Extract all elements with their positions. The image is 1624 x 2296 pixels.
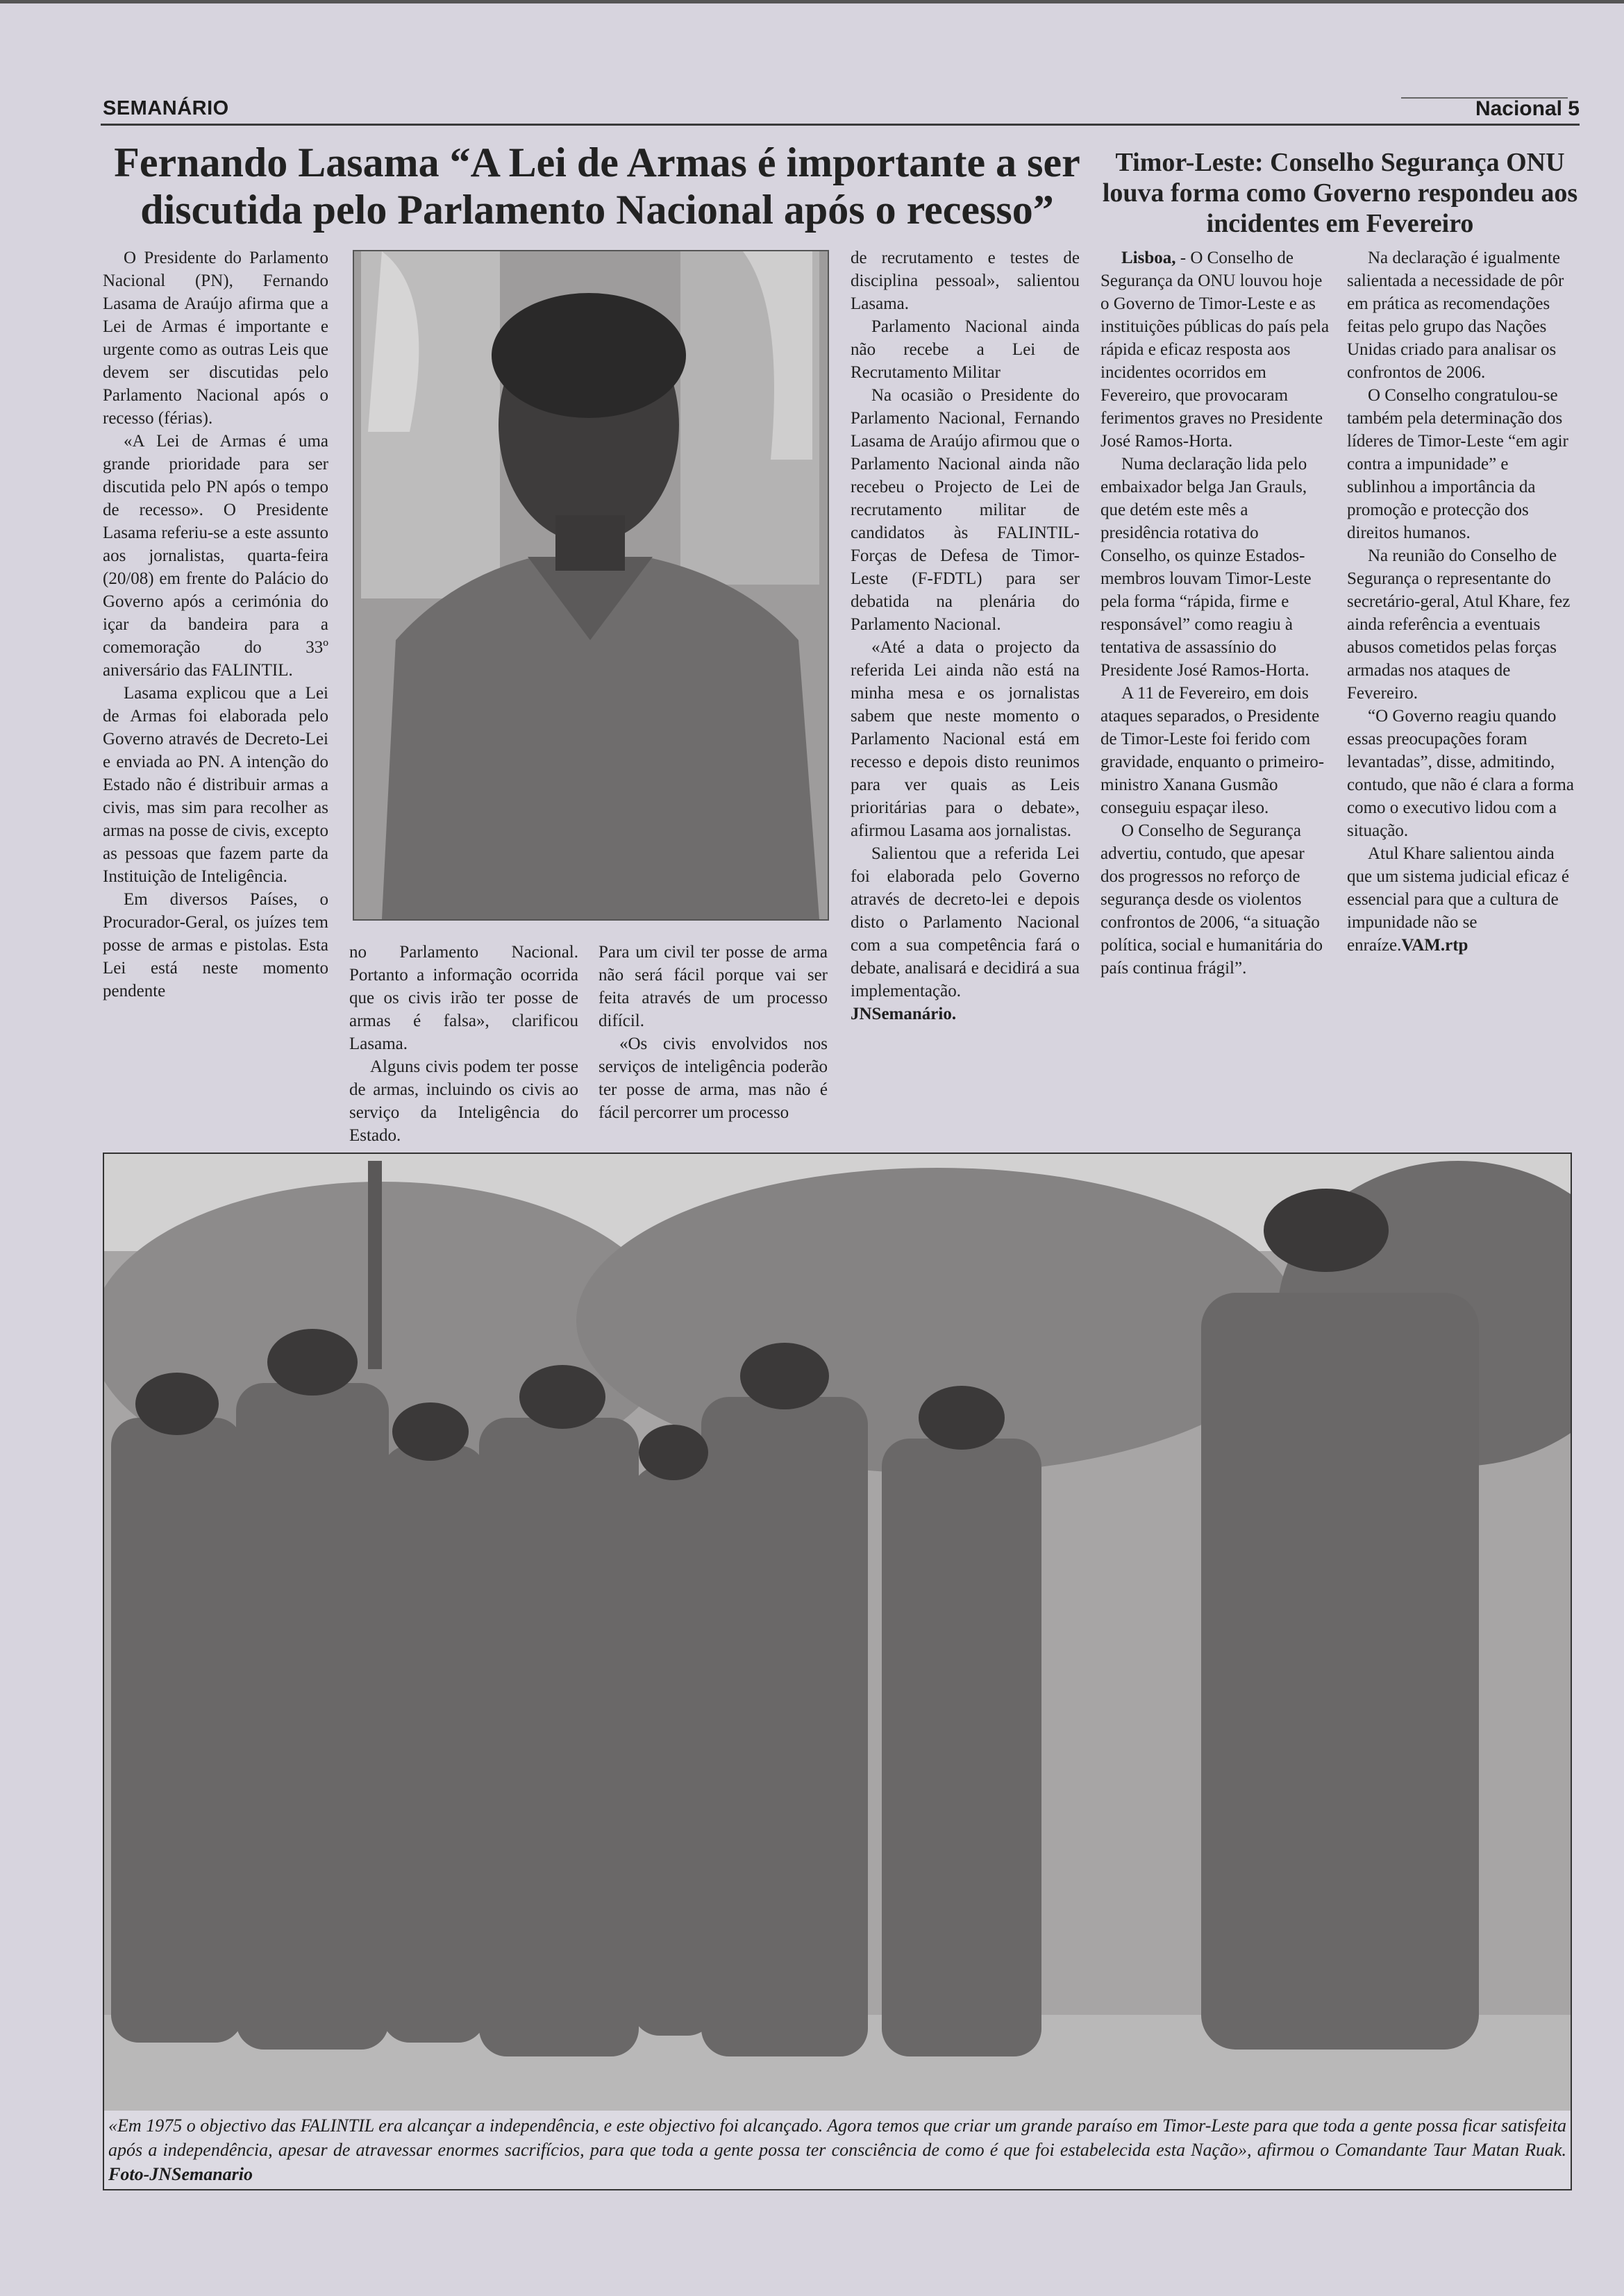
paragraph: Parlamento Nacional ainda não recebe a Lei de Recrutamento Militar: [851, 317, 1080, 382]
side-headline: Timor-Leste: Conselho Segurança ONU louva forma como Governo respondeu aos incidentes em Fevereiro: [1102, 148, 1578, 238]
main-article-column-3: [598, 941, 828, 1124]
header-rule: [101, 124, 1580, 126]
main-article-column-4: [851, 246, 1080, 1025]
dateline: Lisboa,: [1121, 249, 1176, 267]
paragraph: - O Conselho de Segurança da ONU louvou hoje o Governo de Timor-Leste e as instituições públicas do país pela rápida e eficaz resposta aos incidentes ocorridos em Fevereiro, que provocaram ferimentos graves no Presidente José Ramos-Horta.: [1100, 249, 1330, 451]
photo-caption: [103, 2111, 1572, 2190]
paragraph: Para um civil ter posse de arma não será fácil porque vai ser feita através de um processo difícil.: [598, 943, 828, 1030]
paragraph: Lasama explicou que a Lei de Armas foi elaborada pelo Governo através de Decreto-Lei e enviada ao PN. A intenção do Estado não é distribuir armas a civis, mas sim para recolher as armas na posse de civis, excepto as pessoas que fazem parte da Instituição de Inteligência.: [103, 684, 328, 886]
paragraph: Salientou que a referida Lei foi elaborada pelo Governo através de decreto-lei e depois disto o Parlamento Nacional com a sua competência fará o debate, analisará e decidirá a sua implementação.: [851, 844, 1080, 1000]
paragraph: «A Lei de Armas é uma grande prioridade para ser discutida pelo PN após o tempo de recesso». O Presidente Lasama referiu-se a este assunto aos jornalistas, quarta-feira (20/08) em frente do Palácio do Governo após a cerimónia do içar da bandeira para a comemoração do 33º aniversário das FALINTIL.: [103, 432, 328, 680]
soldiers-parade-photo: [103, 1153, 1572, 2112]
main-article-column-2: [349, 941, 578, 1147]
main-article-column-1: [103, 246, 328, 1003]
side-article-column-1: [1100, 246, 1330, 980]
paragraph: Numa declaração lida pelo embaixador belga Jan Grauls, que detém este mês a presidência rotativa do Conselho, os quinze Estados-membros louvam Timor-Leste pela forma “rápida, firme e responsável” como reagiu à tentativa de assassínio do Presidente José Ramos-Horta.: [1100, 455, 1312, 680]
byline: JNSemanário.: [851, 1005, 957, 1023]
paragraph: O Conselho congratulou-se também pela determinação dos líderes de Timor-Leste “em agir contra a impunidade” e sublinhou a importância da promoção e protecção dos direitos humanos.: [1347, 386, 1568, 542]
main-headline: Fernando Lasama “A Lei de Armas é importante a ser discutida pelo Parlamento Nacional após o recesso”: [114, 140, 1080, 233]
paragraph: O Conselho de Segurança advertiu, contudo, que apesar dos progressos no reforço de segurança desde os violentos confrontos de 2006, “a situação política, social e humanitária do país continua frágil”.: [1100, 821, 1323, 978]
paragraph: «Até a data o projecto da referida Lei ainda não está na minha mesa e os jornalistas sabem que neste momento o Parlamento Nacional está em recesso e depois disto reunimos para ver quais as Leis prioritárias para o debate», afirmou Lasama aos jornalistas.: [851, 638, 1080, 840]
section-name: SEMANÁRIO: [103, 97, 229, 119]
page-label: Nacional 5: [1475, 97, 1580, 120]
paragraph: Na reunião do Conselho de Segurança o representante do secretário-geral, Atul Khare, fez ainda referência a eventuais abusos cometidos pelas forças armadas nos ataques de Fevereiro.: [1347, 546, 1571, 703]
paragraph: O Presidente do Parlamento Nacional (PN), Fernando Lasama de Araújo afirma que a Lei de Armas é importante e urgente como as outras Leis que devem ser discutidas pelo Parlamento Nacional após o recesso (férias).: [103, 249, 328, 428]
paragraph: A 11 de Fevereiro, em dois ataques separados, o Presidente de Timor-Leste foi ferido com gravidade, enquanto o primeiro-ministro Xanana Gusmão conseguiu espaçar ileso.: [1100, 684, 1325, 817]
paragraph: Atul Khare salientou ainda que um sistema judicial eficaz é essencial para que a cultura de impunidade não se enraíze.: [1347, 844, 1570, 955]
paragraph: Na ocasião o Presidente do Parlamento Nacional, Fernando Lasama de Araújo afirmou que o Parlamento Nacional ainda não recebeu o Projecto de Lei de recrutamento militar de candidatos às FALINTIL- Forças de Defesa de Timor-Leste (F-FDTL) para ser debatida na plenária do Parlamento Nacional.: [851, 386, 1080, 634]
portrait-photo: [353, 250, 829, 921]
paragraph: «Os civis envolvidos nos serviços de inteligência poderão ter posse de arma, mas não é fácil percorrer um processo: [598, 1034, 828, 1122]
paragraph: Em diversos Países, o Procurador-Geral, os juízes tem posse de armas e pistolas. Esta Lei está neste momento pendente: [103, 890, 328, 1000]
portrait-figure: [354, 251, 828, 919]
paragraph: de recrutamento e testes de disciplina pessoal», salientou Lasama.: [851, 249, 1080, 313]
byline: VAM.rtp: [1401, 936, 1468, 955]
paragraph: “O Governo reagiu quando essas preocupações foram levantadas”, disse, admitindo, contudo, que não é clara a forma como o executivo lidou com a situação.: [1347, 707, 1574, 840]
caption-text: «Em 1975 o objectivo das FALINTIL era alcançar a independência, e este objectivo foi alcançado. Agora temos que criar um grande paraíso em Timor-Leste para que toda a gente possa ficar satisfeita após a independência, apesar de atravessar enormes sacrifícios, para que toda a gente possa ter consciência de como é que foi estabelecida esta Nação», afirmou o Comandante Taur Matan Ruak.: [108, 2115, 1566, 2160]
paragraph: Na declaração é igualmente salientada a necessidade de pôr em prática as recomendações feitas pelo grupo das Nações Unidas criado para analisar os confrontos de 2006.: [1347, 249, 1564, 382]
soldiers-figure: [104, 1154, 1571, 2111]
side-article-column-2: [1347, 246, 1576, 957]
page-top-edge: [0, 0, 1624, 3]
photo-credit: Foto-JNSemanario: [108, 2164, 253, 2184]
paragraph: Alguns civis podem ter posse de armas, incluindo os civis ao serviço da Inteligência do Estado.: [349, 1057, 578, 1145]
paragraph: no Parlamento Nacional. Portanto a informação ocorrida que os civis irão ter posse de armas é falsa», clarificou Lasama.: [349, 943, 578, 1053]
